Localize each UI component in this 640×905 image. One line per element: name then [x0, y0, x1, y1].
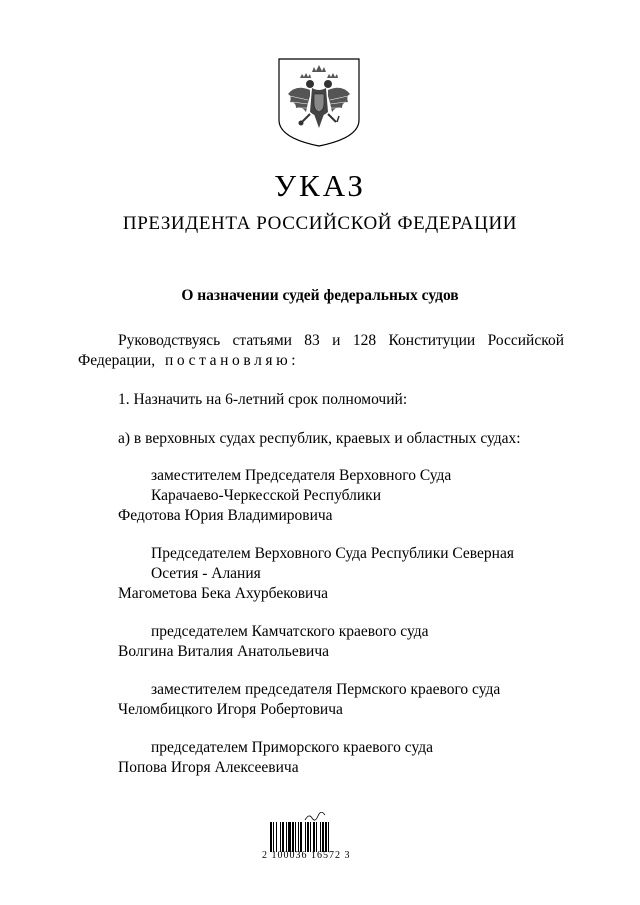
appointment-1-name: Федотова Юрия Владимировича	[118, 507, 333, 524]
preamble-resolve: постановляю:	[164, 352, 300, 369]
appointment-4-name: Челомбицкого Игоря Робертовича	[118, 701, 343, 718]
appointment-1-position-line-2: Карачаево-Черкесской Республики	[151, 487, 381, 504]
item-1: 1. Назначить на 6-летний срок полномочий:	[118, 391, 408, 408]
appointment-5-position-line-1: председателем Приморского краевого суда	[151, 739, 433, 756]
document-title: УКАЗ	[274, 168, 366, 203]
appointment-2-name: Магометова Бека Ахурбековича	[118, 585, 328, 602]
barcode-number: 2 100036 16572 3	[262, 850, 351, 861]
appointment-4-position-line-1: заместителем председателя Пермского краевого суда	[151, 681, 501, 698]
coat-of-arms-icon	[276, 56, 362, 148]
preamble-line-1: Руководствуясь статьями 83 и 128 Конституции Российской	[118, 332, 564, 349]
appointment-3-position-line-1: председателем Камчатского краевого суда	[151, 623, 429, 640]
document-subtitle: ПРЕЗИДЕНТА РОССИЙСКОЙ ФЕДЕРАЦИИ	[122, 213, 518, 234]
preamble-line-2	[78, 351, 299, 371]
appointment-2-position-line-1: Председателем Верховного Суда Республики Северная	[151, 545, 514, 562]
appointment-3-name: Волгина Виталия Анатольевича	[118, 643, 330, 660]
sub-item-a: а) в верховных судах республик, краевых и областных судах:	[118, 430, 521, 447]
document-heading: О назначении судей федеральных судов	[181, 287, 459, 304]
preamble-federation: Федерации,	[78, 352, 156, 369]
appointment-5-name: Попова Игоря Алексеевича	[118, 759, 299, 776]
appointment-2-position-line-2: Осетия - Алания	[151, 565, 261, 582]
appointment-1-position-line-1: заместителем Председателя Верховного Суда	[151, 467, 452, 484]
